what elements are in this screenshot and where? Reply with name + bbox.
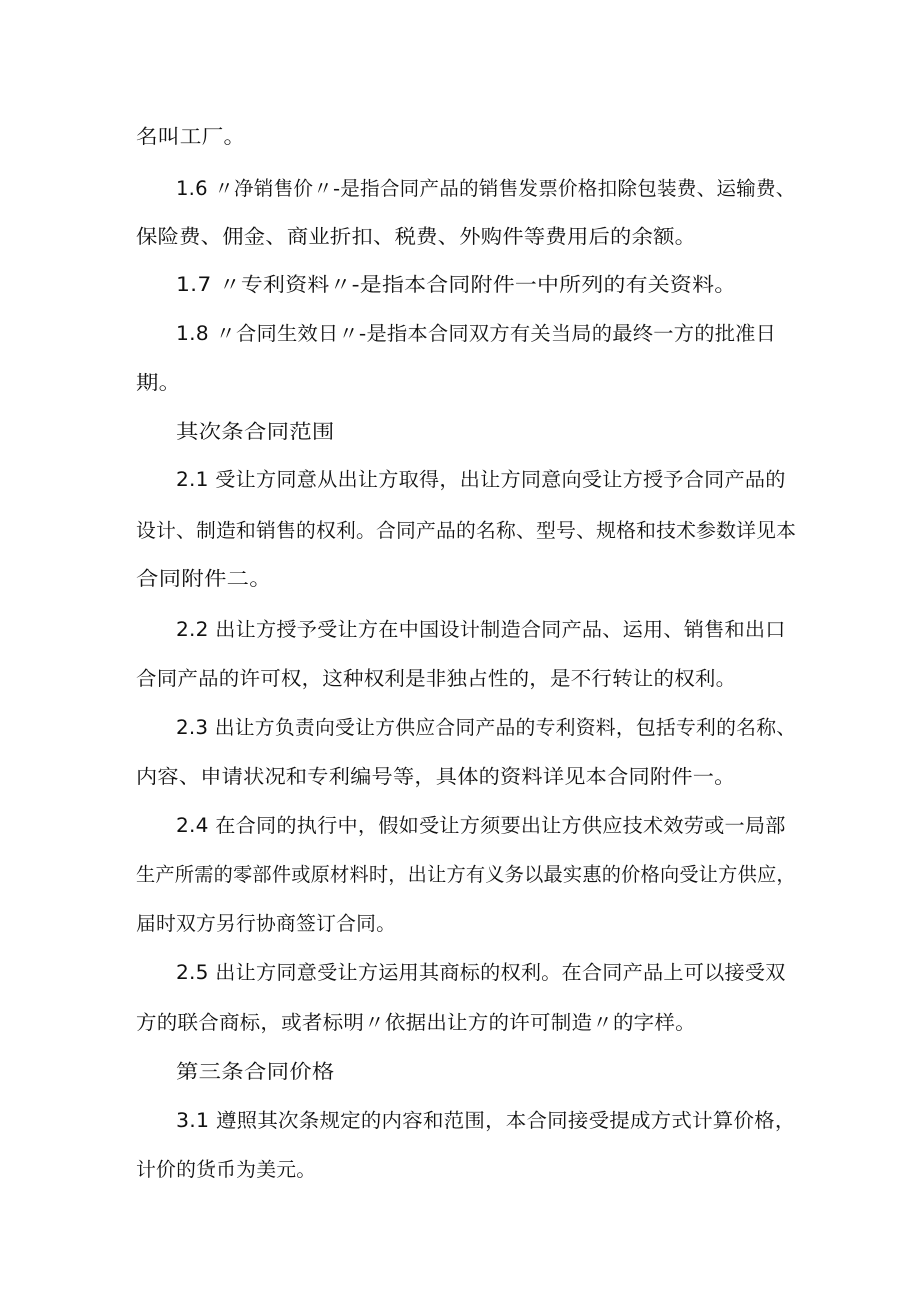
clause-2-2-line-2: 合同产品的许可权，这种权利是非独占性的，是不行转让的权利。	[136, 667, 737, 690]
section-heading-3: 第三条合同价格	[176, 1060, 335, 1083]
section-heading-2: 其次条合同范围	[176, 420, 335, 443]
clause-2-5-line-1: 2.5 出让方同意受让方运用其商标的权利。在合同产品上可以接受双	[176, 961, 786, 984]
clause-2-3-line-1: 2.3 出让方负责向受让方供应合同产品的专利资料，包括专利的名称、	[176, 716, 797, 739]
clause-3-1-line-1: 3.1 遵照其次条规定的内容和范围，本合同接受提成方式计算价格，	[176, 1109, 796, 1132]
clause-1-6-line-1: 1.6 〃净销售价〃-是指合同产品的销售发票价格扣除包装费、运输费、	[176, 177, 796, 200]
clause-2-1-line-2: 设计、制造和销售的权利。合同产品的名称、型号、规格和技术参数详见本	[136, 519, 797, 542]
clause-1-8-line-2: 期。	[136, 371, 182, 394]
text-line: 名叫工厂。	[136, 125, 246, 148]
clause-1-6-line-2: 保险费、佣金、商业折扣、税费、外购件等费用后的余额。	[136, 225, 697, 248]
clause-2-1-line-3: 合同附件二。	[136, 567, 272, 590]
clause-1-8-line-1: 1.8 〃合同生效日〃-是指本合同双方有关当局的最终一方的批准日	[176, 322, 777, 345]
clause-2-4-line-3: 届时双方另行协商签订合同。	[136, 912, 397, 935]
clause-2-4-line-1: 2.4 在合同的执行中，假如受让方须要出让方供应技术效劳或一局部	[176, 814, 786, 837]
clause-1-7: 1.7 〃专利资料〃-是指本合同附件一中所列的有关资料。	[176, 273, 737, 296]
clause-3-1-line-2: 计价的货币为美元。	[136, 1158, 317, 1181]
clause-2-2-line-1: 2.2 出让方授予受让方在中国设计制造合同产品、运用、销售和出口	[176, 618, 786, 641]
clause-2-3-line-2: 内容、申请状况和专利编号等，具体的资料详见本合同附件一。	[136, 765, 736, 788]
clause-2-1-line-1: 2.1 受让方同意从出让方取得，出让方同意向受让方授予合同产品的	[176, 468, 786, 491]
clause-2-5-line-2: 方的联合商标，或者标明〃依据出让方的许可制造〃的字样。	[136, 1011, 696, 1034]
clause-2-4-line-2: 生产所需的零部件或原材料时，出让方有义务以最实惠的价格向受让方供应，	[136, 863, 796, 886]
